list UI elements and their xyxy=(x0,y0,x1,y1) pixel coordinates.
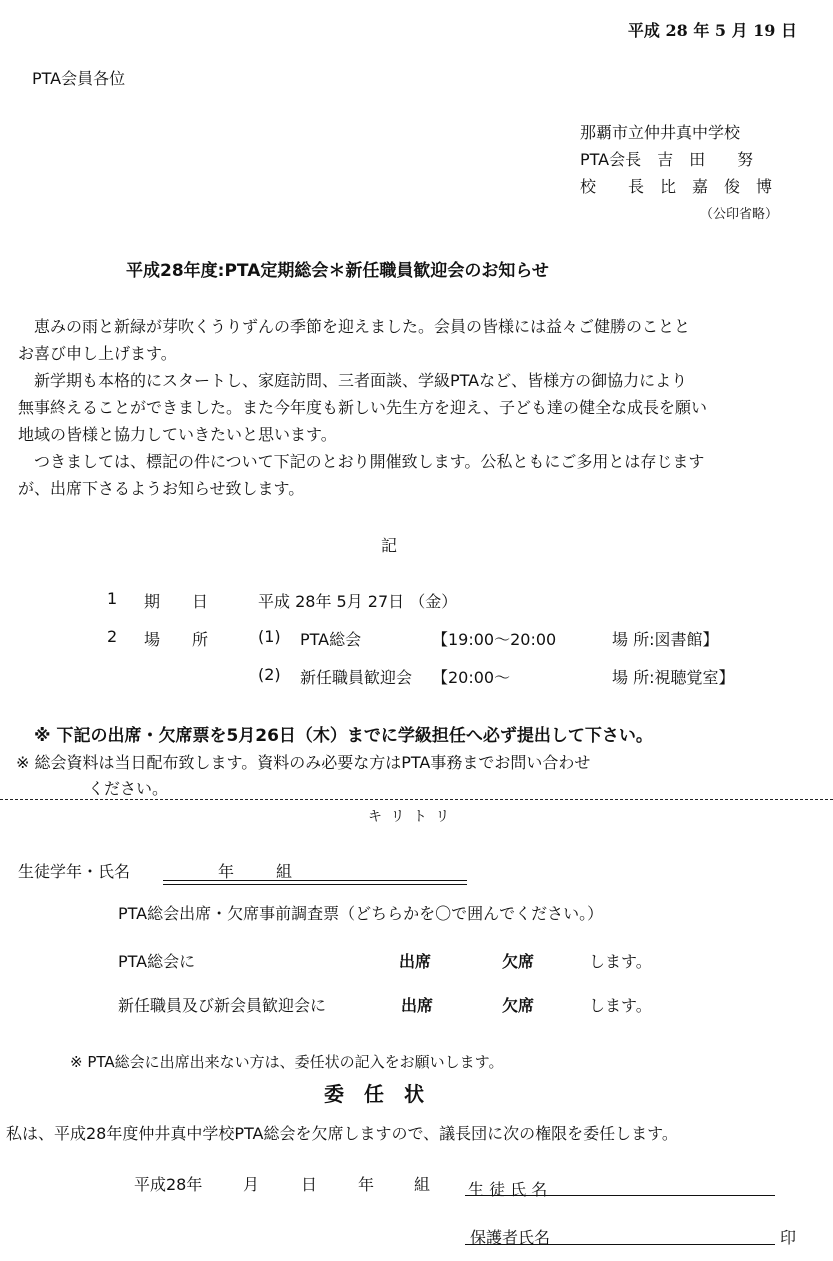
proxy-month-label: 月 xyxy=(243,1175,260,1194)
row1-attend-option[interactable]: 出席 xyxy=(399,952,432,971)
item2-number: 2 xyxy=(107,627,118,646)
materials-notice-line2: ください。 xyxy=(88,779,169,798)
body-line: つきましては、標記の件について下記のとおり開催致します。公私ともにご多用とは存じます xyxy=(18,452,705,471)
cut-label: キ リ ト リ xyxy=(368,809,452,825)
item2-sub2-time: 【20:00～ xyxy=(432,668,511,687)
document-title: 平成28年度:PTA定期総会＊新任職員歓迎会のお知らせ xyxy=(126,261,549,281)
body-line: お喜び申し上げます。 xyxy=(18,344,177,363)
proxy-statement: 私は、平成28年度仲井真中学校PTA総会を欠席しますので、議長団に次の権限を委任します。 xyxy=(6,1124,678,1143)
materials-notice-line1: ※ 総会資料は当日配布致します。資料のみ必要な方はPTA事務までお問い合わせ xyxy=(16,753,591,772)
body-line: 無事終えることができました。また今年度も新しい先生方を迎え、子ども達の健全な成長を願い xyxy=(18,398,707,417)
cut-line xyxy=(0,799,833,800)
item1-value: 平成 28年 5月 27日 （金） xyxy=(258,592,458,611)
item1-label: 期 日 xyxy=(144,592,209,611)
row1-label: PTA総会に xyxy=(118,952,196,971)
row2-suffix: します。 xyxy=(589,996,652,1015)
row1-suffix: します。 xyxy=(589,952,652,971)
student-grade-name-label: 生徒学年・氏名 xyxy=(18,862,131,881)
proxy-title: 委 任 状 xyxy=(324,1082,424,1106)
proxy-class-label: 組 xyxy=(414,1175,431,1194)
item2-sub2-name: 新任職員歓迎会 xyxy=(300,668,413,687)
student-name-line-top xyxy=(163,880,467,881)
seal-note: （公印省略） xyxy=(700,207,779,222)
proxy-grade-label: 年 xyxy=(358,1175,375,1194)
proxy-note: ※ PTA総会に出席出来ない方は、委任状の記入をお願いします。 xyxy=(70,1053,504,1071)
row2-absent-option[interactable]: 欠席 xyxy=(502,996,535,1015)
row2-attend-option[interactable]: 出席 xyxy=(401,996,434,1015)
class-label: 組 xyxy=(276,862,293,881)
proxy-guardian-name-line xyxy=(465,1244,775,1245)
body-line: が、出席下さるようお知らせ致します。 xyxy=(18,479,305,498)
item2-sub2-place: 場 所:視聴覚室】 xyxy=(612,668,735,687)
proxy-student-name-label: 生 徒 氏 名 xyxy=(468,1180,548,1199)
proxy-day-label: 日 xyxy=(301,1175,318,1194)
sender-principal: 校 長 比 嘉 俊 博 xyxy=(580,177,773,196)
item2-sub1-name: PTA総会 xyxy=(300,630,362,649)
body-line: 恵みの雨と新緑が芽吹くうりずんの季節を迎えました。会員の皆様には益々ご健勝のことと xyxy=(18,317,691,336)
ki-heading: 記 xyxy=(381,536,398,555)
item2-sub1-place: 場 所:図書館】 xyxy=(612,630,719,649)
item1-number: 1 xyxy=(107,589,118,608)
item2-label: 場 所 xyxy=(144,630,209,649)
body-line: 新学期も本格的にスタートし、家庭訪問、三者面談、学級PTAなど、皆様方の御協力により xyxy=(18,371,688,390)
submission-notice: ※ 下記の出席・欠席票を5月26日（木）までに学級担任へ必ず提出して下さい。 xyxy=(34,726,653,746)
document-date: 平成 28 年 5 月 19 日 xyxy=(627,21,797,40)
proxy-date-era: 平成28年 xyxy=(134,1175,203,1194)
survey-title: PTA総会出席・欠席事前調査票（どちらかを〇で囲んでください。） xyxy=(118,904,604,923)
sender-pta-chair: PTA会長 吉 田 努 xyxy=(580,150,754,169)
row2-label: 新任職員及び新会員歓迎会に xyxy=(118,996,327,1015)
seal-mark: 印 xyxy=(780,1228,797,1247)
row1-absent-option[interactable]: 欠席 xyxy=(502,952,535,971)
body-paragraph xyxy=(18,313,778,502)
item2-sub1-time: 【19:00～20:00 xyxy=(432,630,557,649)
item2-sub1-number: (1) xyxy=(258,627,281,646)
proxy-student-name-line xyxy=(465,1195,775,1196)
recipient: PTA会員各位 xyxy=(32,69,126,88)
grade-label: 年 xyxy=(218,862,235,881)
sender-school: 那覇市立仲井真中学校 xyxy=(580,123,741,142)
student-name-line-bottom xyxy=(163,884,467,885)
item2-sub2-number: (2) xyxy=(258,665,281,684)
body-line: 地域の皆様と協力していきたいと思います。 xyxy=(18,425,337,444)
proxy-guardian-name-label: 保護者氏名 xyxy=(470,1228,551,1247)
